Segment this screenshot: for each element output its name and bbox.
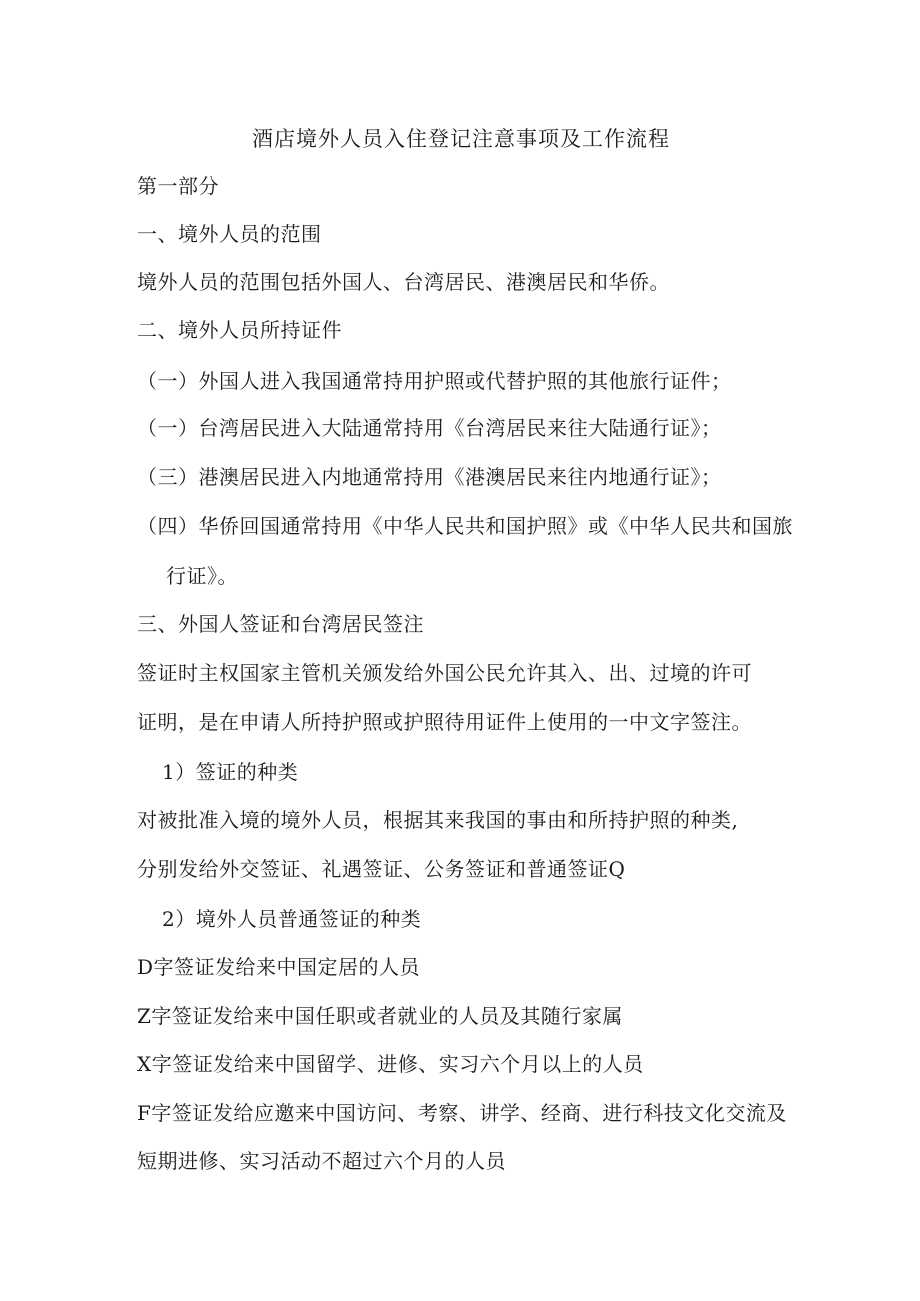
list-item: （一）外国人进入我国通常持用护照或代替护照的其他旅行证件；	[137, 369, 732, 393]
list-item: （一）台湾居民进入大陆通常持用《台湾居民来往大陆通行证》；	[137, 416, 722, 440]
list-item-continuation: 行证》。	[166, 564, 238, 588]
visa-type-line: D字签证发给来中国定居的人员	[137, 955, 421, 979]
subsection-heading: 1）签证的种类	[162, 760, 299, 784]
paragraph-line: 证明，是在申请人所持护照或护照待用证件上使用的一中文字签注。	[137, 710, 752, 734]
paragraph-line: 签证时主权国家主管机关颁发给外国公民允许其入、出、过境的许可	[137, 661, 752, 685]
list-item: （四）华侨回国通常持用《中华人民共和国护照》或《中华人民共和国旅	[137, 514, 793, 538]
visa-type-line: 短期进修、实习活动不超过六个月的人员	[137, 1149, 506, 1173]
section-heading: 二、境外人员所持证件	[137, 318, 342, 342]
section-heading: 一、境外人员的范围	[137, 222, 322, 246]
paragraph-line: 分别发给外交签证、礼遇签证、公务签证和普通签证Q	[137, 857, 626, 881]
paragraph-line: 境外人员的范围包括外国人、台湾居民、港澳居民和华侨。	[137, 270, 670, 294]
visa-type-line: Z字签证发给来中国任职或者就业的人员及其随行家属	[137, 1004, 623, 1028]
part-heading: 第一部分	[137, 174, 219, 198]
subsection-heading: 2）境外人员普通签证的种类	[162, 907, 422, 931]
section-heading: 三、外国人签证和台湾居民签注	[137, 612, 424, 636]
visa-type-line: X字签证发给来中国留学、进修、实习六个月以上的人员	[137, 1052, 644, 1076]
paragraph-line: 对被批准入境的境外人员，根据其来我国的事由和所持护照的种类,	[137, 808, 739, 832]
list-item: （三）港澳居民进入内地通常持用《港澳居民来往内地通行证》；	[137, 465, 722, 489]
document-title: 酒店境外人员入住登记注意事项及工作流程	[252, 127, 670, 151]
visa-type-line: F字签证发给应邀来中国访问、考察、讲学、经商、进行科技文化交流及	[137, 1101, 787, 1125]
